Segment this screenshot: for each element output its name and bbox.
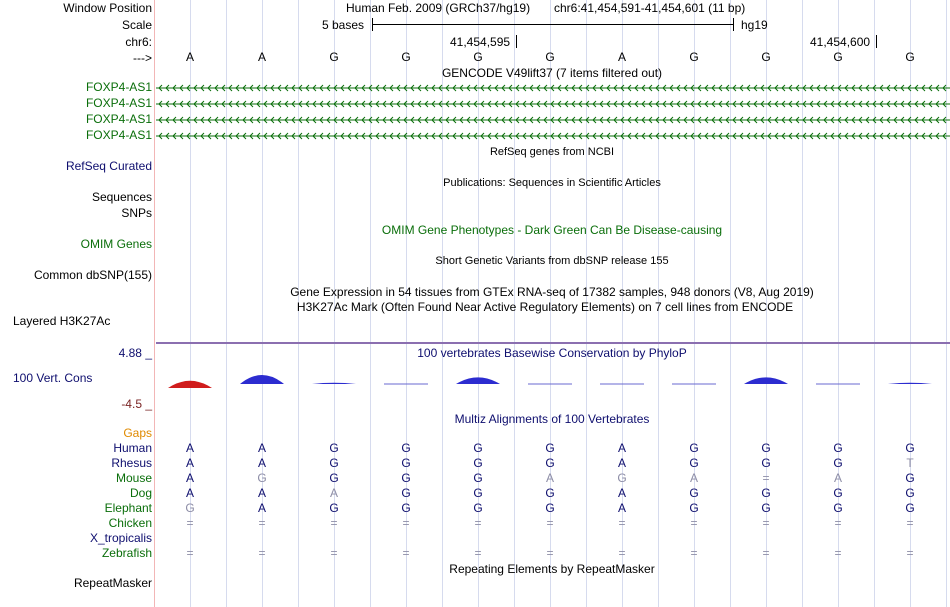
conservation-mark — [744, 377, 788, 384]
alignment-base: G — [473, 471, 483, 485]
alignment-base: A — [617, 501, 626, 515]
species-label: Dog — [129, 486, 152, 500]
assembly-info: Human Feb. 2009 (GRCh37/hg19) — [346, 1, 531, 15]
cons-label[interactable]: 100 Vert. Cons — [13, 371, 93, 385]
gencode-track-label-4[interactable]: FOXP4-AS1 — [85, 128, 152, 142]
conservation-mark — [240, 375, 284, 384]
alignment-base: A — [833, 471, 842, 485]
alignment-base: G — [905, 471, 915, 485]
alignment-base: G — [401, 486, 411, 500]
alignment-base: = — [834, 546, 842, 560]
publications-title[interactable]: Publications: Sequences in Scientific Articles — [443, 177, 661, 189]
alignment-base: G — [761, 456, 771, 470]
alignment-base: A — [257, 501, 266, 515]
alignment-base: A — [617, 441, 626, 455]
gencode-gene-1[interactable] — [156, 83, 950, 93]
gencode-gene-4[interactable] — [156, 131, 950, 141]
alignment-base: A — [185, 486, 194, 500]
chrom-label: chr6: — [125, 35, 152, 49]
conservation-mark — [312, 383, 356, 384]
alignment-base: A — [257, 456, 266, 470]
alignment-base: A — [257, 486, 266, 500]
alignment-base: = — [762, 516, 770, 530]
alignment-base: = — [618, 546, 626, 560]
cons-min-label: -4.5 _ — [121, 397, 152, 411]
alignment-base: G — [689, 456, 699, 470]
scale-text: 5 bases — [322, 18, 365, 32]
alignment-base: = — [762, 471, 770, 485]
alignment-base: = — [330, 516, 338, 530]
coordinate-label-1: 41,454,595 — [450, 35, 511, 49]
refseq-title[interactable]: RefSeq genes from NCBI — [489, 146, 615, 158]
alignment-base: G — [833, 486, 843, 500]
alignment-base: = — [402, 516, 410, 530]
alignment-base: = — [186, 516, 194, 530]
alignment-base: G — [617, 471, 627, 485]
sequence-base: A — [617, 50, 626, 64]
refseq-label[interactable]: RefSeq Curated — [65, 159, 152, 173]
gencode-gene-2[interactable] — [156, 99, 950, 109]
position-range: chr6:41,454,591-41,454,601 (11 bp) — [554, 1, 746, 15]
alignment-base: = — [186, 546, 194, 560]
alignment-base: G — [473, 486, 483, 500]
species-label: Elephant — [104, 501, 152, 515]
sequence-base: G — [473, 50, 483, 64]
track-labels — [0, 0, 155, 607]
alignment-base: = — [474, 516, 482, 530]
sequence-base: G — [833, 50, 843, 64]
alignment-base: A — [185, 441, 194, 455]
alignment-base: G — [545, 486, 555, 500]
alignment-base: G — [905, 441, 915, 455]
alignment-base: A — [689, 471, 698, 485]
repeatmasker-label[interactable]: RepeatMasker — [73, 576, 152, 590]
dbsnp-label[interactable]: Common dbSNP(155) — [33, 268, 152, 282]
scale-bar — [372, 24, 733, 25]
alignment-base: G — [545, 456, 555, 470]
strand-label: ---> — [133, 51, 152, 65]
alignment-base: G — [905, 501, 915, 515]
alignment-base: G — [473, 501, 483, 515]
conservation-mark — [456, 377, 500, 384]
alignment-base: T — [906, 456, 914, 470]
conservation-title[interactable]: 100 vertebrates Basewise Conservation by PhyloP — [417, 346, 687, 360]
scale-db: hg19 — [741, 18, 768, 32]
alignment-base: A — [185, 456, 194, 470]
alignment-base: = — [906, 546, 914, 560]
alignment-base: A — [545, 471, 554, 485]
alignment-base: G — [545, 441, 555, 455]
cons-max-label: 4.88 _ — [118, 346, 152, 360]
sequence-base: G — [329, 50, 339, 64]
species-label: Zebrafish — [101, 546, 152, 560]
species-label: Human — [113, 441, 152, 455]
sequences-label[interactable]: Sequences — [91, 190, 152, 204]
sequence-base: A — [257, 50, 266, 64]
alignment-base: = — [690, 516, 698, 530]
scale-bar-left-tick — [372, 18, 373, 31]
alignment-base: G — [545, 501, 555, 515]
alignment-base: = — [690, 546, 698, 560]
alignment-base: G — [689, 486, 699, 500]
alignment-base: G — [257, 471, 267, 485]
alignment-base: G — [833, 441, 843, 455]
alignment-base: G — [905, 486, 915, 500]
alignment-base: = — [258, 516, 266, 530]
alignment-base: A — [329, 486, 338, 500]
coordinate-label-2: 41,454,600 — [810, 35, 871, 49]
omim-title[interactable]: OMIM Gene Phenotypes - Dark Green Can Be Disease-causing — [381, 223, 723, 237]
alignment-base: = — [402, 546, 410, 560]
alignment-base: A — [617, 486, 626, 500]
alignment-base: = — [906, 516, 914, 530]
h3k27ac-title[interactable]: H3K27Ac Mark (Often Found Near Active Regulatory Elements) on 7 cell lines from ENCODE — [296, 300, 794, 314]
alignment-base: = — [330, 546, 338, 560]
alignment-base: = — [474, 546, 482, 560]
gencode-gene-3[interactable] — [156, 115, 950, 125]
dbsnp-title[interactable]: Short Genetic Variants from dbSNP release 155 — [435, 255, 669, 267]
species-label: Rhesus — [111, 456, 152, 470]
alignment-base: = — [546, 546, 554, 560]
gtex-title[interactable]: Gene Expression in 54 tissues from GTEx RNA-seq of 17382 samples, 948 donors (V8, Aug 2019) — [290, 285, 814, 299]
sequence-base: G — [545, 50, 555, 64]
alignment-base: G — [329, 471, 339, 485]
alignment-base: G — [473, 456, 483, 470]
omim-label[interactable]: OMIM Genes — [80, 237, 152, 251]
scale-label: Scale — [121, 18, 152, 32]
alignment-base: G — [401, 471, 411, 485]
conservation-mark — [168, 381, 212, 388]
alignment-base: = — [618, 516, 626, 530]
alignment-base: G — [761, 441, 771, 455]
alignment-base: G — [689, 501, 699, 515]
alignment-base: A — [617, 456, 626, 470]
alignment-base: = — [546, 516, 554, 530]
h3k27ac-signal-line — [156, 342, 950, 344]
alignment-base: G — [401, 441, 411, 455]
species-label: X_tropicalis — [89, 531, 152, 545]
coordinate-tick-2 — [876, 35, 877, 48]
alignment-base: G — [833, 501, 843, 515]
alignment-base: = — [834, 516, 842, 530]
gencode-track-label-2[interactable]: FOXP4-AS1 — [85, 96, 152, 110]
coordinate-tick-1 — [516, 35, 517, 48]
conservation-mark — [888, 383, 932, 384]
species-label: Mouse — [115, 471, 152, 485]
alignment-base: G — [329, 501, 339, 515]
alignment-base: G — [473, 441, 483, 455]
species-label: Chicken — [108, 516, 152, 530]
alignment-base: G — [689, 441, 699, 455]
sequence-base: G — [689, 50, 699, 64]
alignment-base: G — [833, 456, 843, 470]
alignment-base: G — [761, 486, 771, 500]
repeatmasker-title[interactable]: Repeating Elements by RepeatMasker — [449, 562, 655, 576]
sequence-base: G — [905, 50, 915, 64]
alignment-base: G — [401, 456, 411, 470]
alignment-base: G — [329, 441, 339, 455]
alignment-base: G — [185, 501, 195, 515]
alignment-base: = — [258, 546, 266, 560]
conservation-plot[interactable] — [156, 370, 950, 410]
gencode-title[interactable]: GENCODE V49lift37 (7 items filtered out) — [441, 66, 663, 80]
sequence-base: A — [185, 50, 194, 64]
alignment-base: G — [329, 456, 339, 470]
gencode-track-label-3[interactable]: FOXP4-AS1 — [85, 112, 152, 126]
alignment-base: A — [257, 441, 266, 455]
h3k27ac-label[interactable]: Layered H3K27Ac — [13, 314, 111, 328]
snps-label[interactable]: SNPs — [121, 206, 152, 220]
window-position-label: Window Position — [63, 1, 152, 15]
alignment-base: G — [761, 501, 771, 515]
alignment-base: A — [185, 471, 194, 485]
scale-bar-right-tick — [733, 18, 734, 31]
alignment-base: G — [401, 501, 411, 515]
alignment-base: = — [762, 546, 770, 560]
sequence-base: G — [761, 50, 771, 64]
gencode-track-label-1[interactable]: FOXP4-AS1 — [85, 80, 152, 94]
multiz-title[interactable]: Multiz Alignments of 100 Vertebrates — [454, 412, 650, 426]
gaps-label: Gaps — [123, 426, 152, 440]
sequence-base: G — [401, 50, 411, 64]
